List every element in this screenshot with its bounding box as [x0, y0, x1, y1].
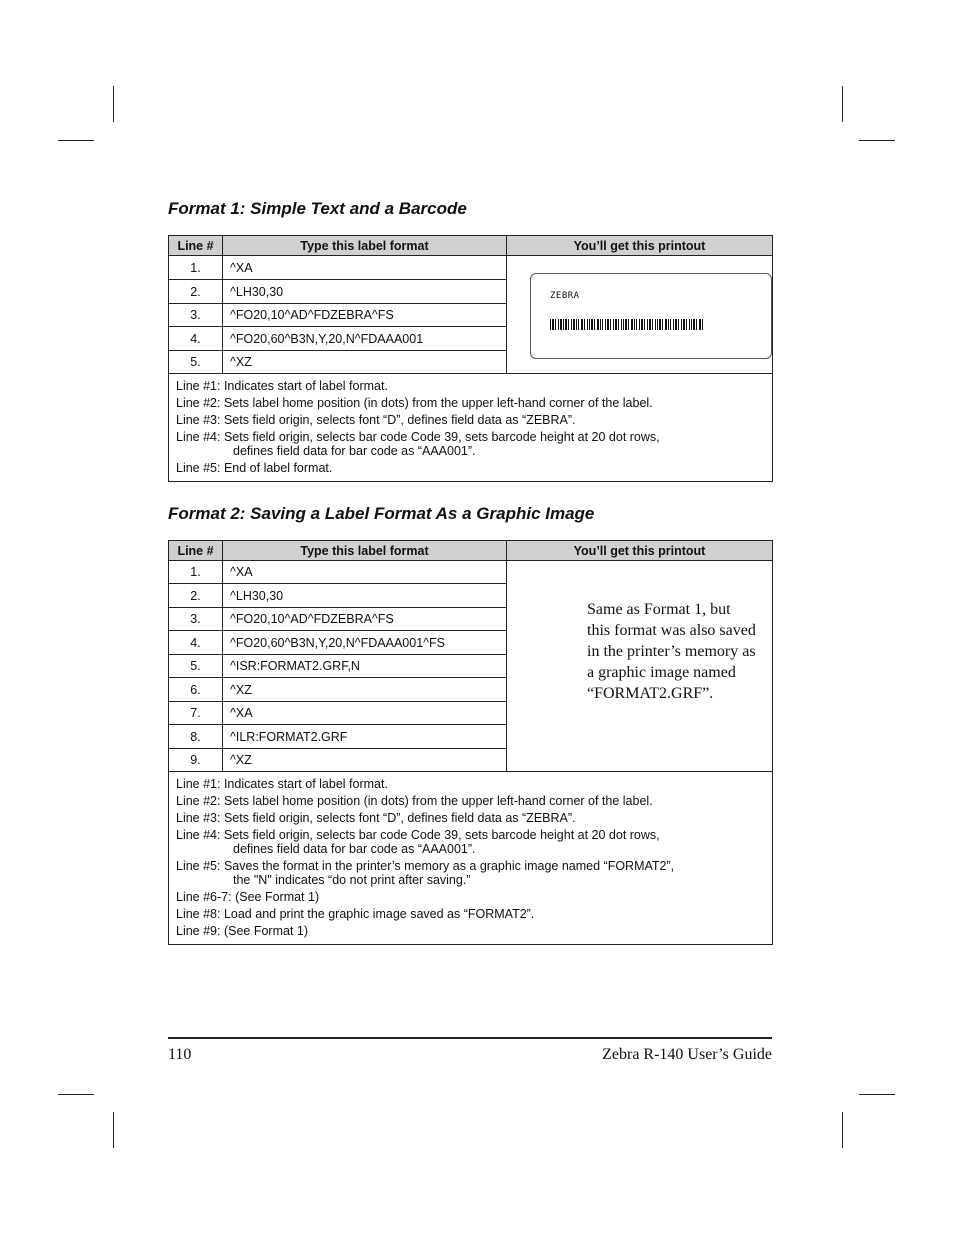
format2-table	[168, 540, 773, 945]
note-line: Line #5: End of label format.	[176, 461, 333, 475]
crop-mark	[842, 86, 843, 122]
format-code: ^XA	[223, 702, 507, 725]
line-number: 8.	[169, 725, 223, 749]
notes-cell	[169, 374, 773, 482]
line-number: 7.	[169, 702, 223, 725]
barcode-graphic	[550, 319, 704, 330]
format-code: ^LH30,30	[223, 584, 507, 608]
note-line: Line #3: Sets field origin, selects font “D”, defines field data as “ZEBRA”.	[176, 811, 576, 825]
notes-cell	[169, 772, 773, 945]
line-number: 3.	[169, 608, 223, 631]
header-line-num: Line #	[169, 541, 223, 561]
note-continuation: defines field data for bar code as “AAA001”.	[233, 444, 476, 458]
crop-mark	[113, 1112, 114, 1148]
note-line: Line #4: Sets field origin, selects bar code Code 39, sets barcode height at 20 dot rows,	[176, 430, 660, 444]
format-code: ^FO20,10^AD^FDZEBRA^FS	[223, 608, 507, 631]
format-code: ^XZ	[223, 351, 507, 374]
crop-mark	[842, 1112, 843, 1148]
format-code: ^FO20,60^B3N,Y,20,N^FDAAA001	[223, 327, 507, 351]
note-line: Line #1: Indicates start of label format.	[176, 379, 388, 393]
format-code: ^ILR:FORMAT2.GRF	[223, 725, 507, 749]
header-printout: You’ll get this printout	[507, 236, 773, 256]
note-line: Line #2: Sets label home position (in dots) from the upper left-hand corner of the label.	[176, 794, 653, 808]
note-line: Line #4: Sets field origin, selects bar code Code 39, sets barcode height at 20 dot rows,	[176, 828, 660, 842]
note-continuation: defines field data for bar code as “AAA001”.	[233, 842, 476, 856]
line-number: 5.	[169, 351, 223, 374]
crop-mark	[58, 1094, 94, 1095]
format-code: ^ISR:FORMAT2.GRF,N	[223, 655, 507, 678]
line-number: 1.	[169, 256, 223, 280]
label-printout-preview	[530, 273, 772, 359]
label-zebra-text: ZEBRA	[550, 291, 580, 301]
notes-row	[169, 374, 773, 482]
line-number: 2.	[169, 584, 223, 608]
header-type-format: Type this label format	[223, 541, 507, 561]
line-number: 4.	[169, 631, 223, 655]
crop-mark	[859, 1094, 895, 1095]
line-number: 3.	[169, 304, 223, 327]
format1-table	[168, 235, 773, 482]
note-line: Line #2: Sets label home position (in dots) from the upper left-hand corner of the label.	[176, 396, 653, 410]
format2-heading: Format 2: Saving a Label Format As a Graphic Image	[168, 504, 595, 523]
format-code: ^FO20,10^AD^FDZEBRA^FS	[223, 304, 507, 327]
format-code: ^XA	[223, 561, 507, 584]
table-header-row	[169, 541, 773, 561]
header-line-num: Line #	[169, 236, 223, 256]
printout-description: Same as Format 1, but this format was also saved in the printer’s memory as a graphic image named “FORMAT2.GRF”.	[587, 601, 756, 702]
note-line: Line #5: Saves the format in the printer’s memory as a graphic image named “FORMAT2”,	[176, 859, 675, 873]
note-line: Line #6-7: (See Format 1)	[176, 890, 320, 904]
format-code: ^XZ	[223, 749, 507, 772]
line-number: 5.	[169, 655, 223, 678]
note-line: Line #8: Load and print the graphic image saved as “FORMAT2”.	[176, 907, 535, 921]
crop-mark	[113, 86, 114, 122]
footer-rule	[168, 1037, 772, 1039]
header-printout: You’ll get this printout	[507, 541, 773, 561]
line-number: 2.	[169, 280, 223, 304]
note-continuation: the "N" indicates “do not print after saving.”	[233, 873, 471, 887]
note-line: Line #3: Sets field origin, selects font “D”, defines field data as “ZEBRA”.	[176, 413, 576, 427]
table-row	[169, 256, 773, 280]
note-line: Line #9: (See Format 1)	[176, 924, 309, 938]
table-row	[169, 561, 773, 584]
printout-cell	[507, 561, 773, 772]
format-code: ^XA	[223, 256, 507, 280]
header-type-format: Type this label format	[223, 236, 507, 256]
format-code: ^LH30,30	[223, 280, 507, 304]
format-code: ^XZ	[223, 678, 507, 702]
line-number: 6.	[169, 678, 223, 702]
crop-mark	[58, 140, 94, 141]
format1-heading: Format 1: Simple Text and a Barcode	[168, 199, 467, 218]
notes-row	[169, 772, 773, 945]
line-number: 1.	[169, 561, 223, 584]
printout-cell	[507, 256, 773, 374]
format-code: ^FO20,60^B3N,Y,20,N^FDAAA001^FS	[223, 631, 507, 655]
page-number: 110	[168, 1046, 192, 1063]
table-header-row	[169, 236, 773, 256]
guide-title: Zebra R-140 User’s Guide	[602, 1046, 772, 1063]
crop-mark	[859, 140, 895, 141]
line-number: 4.	[169, 327, 223, 351]
note-line: Line #1: Indicates start of label format.	[176, 777, 388, 791]
line-number: 9.	[169, 749, 223, 772]
